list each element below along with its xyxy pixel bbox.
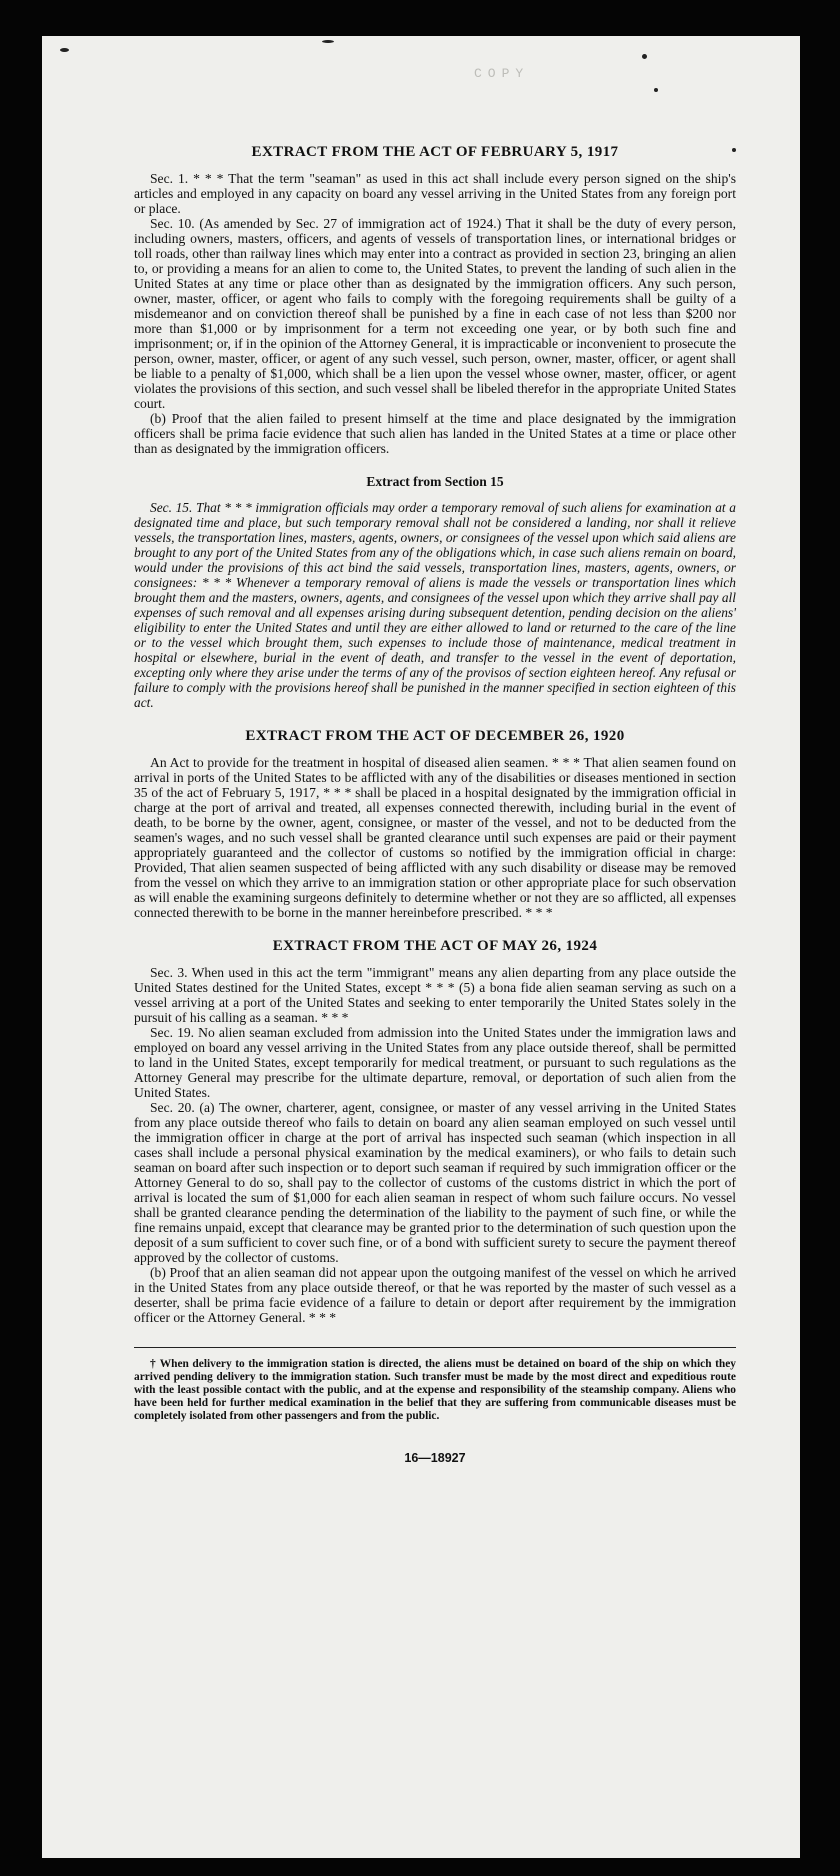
scan-speck bbox=[642, 54, 647, 59]
copy-stamp: COPY bbox=[474, 66, 530, 81]
section-heading: EXTRACT FROM THE ACT OF FEBRUARY 5, 1917 bbox=[251, 144, 619, 160]
paragraph: Sec. 10. (As amended by Sec. 27 of immigration act of 1924.) That it shall be the duty of every person, including owners, masters, officers, and agents of vessels of transportation lines, or international bridges or toll roads, other than railway lines which may enter into a contract as provided in section 23, bringing an alien to, or providing a means for an alien to come to, the United States, to prevent the landing of such alien in the United States at any time or place other than as designated by the immigration officers. Any such person, owner, master, officer, or agent who fails to comply with the foregoing requirements shall be guilty of a misdemeanor and on conviction thereof shall be punished by a fine in each case of not less than $200 nor more than $1,000 or by imprisonment for a term not exceeding one year, or by both such fine and imprisonment; or, if in the opinion of the Attorney General, it is impracticable or inconvenient to prosecute the person, owner, master, officer, or agent of any such vessel, such person, owner, master, officer, or agent shall be liable to a penalty of $1,000, which shall be a lien upon the vessel whose owner, master, officer, or agent violates the provisions of this section, and such vessel shall be libeled therefor in the appropriate United States court. bbox=[134, 216, 736, 411]
paragraph: Sec. 20. (a) The owner, charterer, agent, consignee, or master of any vessel arriving in the United States from any place outside thereof who fails to detain on board any alien seaman employed on such vessel until the immigration officer in charge at the port of arrival has inspected such seaman (which inspection in all cases shall include a personal physical examination by the medical examiners), or who fails to detain such seaman on board after such inspection or to deport such seaman if required by such immigration officer or the Attorney General to do so, shall pay to the collector of customs of the customs district in which the port of arrival is located the sum of $1,000 for each alien seaman in respect of whom such failure occurs. No vessel shall be granted clearance pending the determination of the liability to the payment of such fine, or while the fine remains unpaid, except that clearance may be granted prior to the determination of such question upon the deposit of a sum sufficient to cover such fine, or of a bond with sufficient surety to secure the payment thereof approved by the collector of customs. bbox=[134, 1100, 736, 1265]
paragraph: (b) Proof that an alien seaman did not appear upon the outgoing manifest of the vessel on which he arrived in the United States from any place outside thereof, or that he was reported by the master of such vessel as a deserter, shall be prima facie evidence of a failure to detain or deport after requirement by the immigration officer or the Attorney General. * * * bbox=[134, 1265, 736, 1325]
scan-speck bbox=[732, 148, 736, 152]
section-subheading: Extract from Section 15 bbox=[366, 474, 504, 489]
paragraph: Sec. 1. * * * That the term "seaman" as used in this act shall include every person signed on the ship's articles and employed in any capacity on board any vessel arriving in the United States from any foreign port or place. bbox=[134, 171, 736, 216]
paragraph: An Act to provide for the treatment in hospital of diseased alien seamen. * * * That alien seamen found on arrival in ports of the United States to be afflicted with any of the disabilities or diseases mentioned in section 35 of the act of February 5, 1917, * * * shall be placed in a hospital designated by the immigration official in charge at the port of arrival and treated, all expenses connected therewith, including burial in the event of death, to be borne by the owner, agent, consignee, or master of the vessel, and not to be deducted from the seamen's wages, and no such vessel shall be granted clearance until such expenses are paid or their payment appropriately guaranteed and the collector of customs so notified by the immigration official in charge: Provided, That alien seamen suspected of being afflicted with any such disability or disease may be removed from the vessel on which they arrive to an immigration station or other appropriate place for such observation as will enable the examining surgeons definitely to determine whether or not they are so afflicted, all expenses connected therewith to be borne in the manner hereinbefore prescribed. * * * bbox=[134, 755, 736, 920]
scan-speck bbox=[654, 88, 658, 92]
document-section bbox=[134, 474, 736, 710]
footnote bbox=[134, 1358, 736, 1423]
document-section bbox=[134, 938, 736, 1325]
paragraph: Sec. 19. No alien seaman excluded from admission into the United States under the immigration laws and employed on board any vessel arriving in the United States from any place outside thereof, shall be permitted to land in the United States, except temporarily for medical treatment, or pursuant to such regulations as the Attorney General may prescribe for the ultimate departure, removal, or deportation of such alien from the United States. bbox=[134, 1025, 736, 1100]
paragraph: Sec. 15. That * * * immigration officials may order a temporary removal of such aliens for examination at a designated time and place, but such temporary removal shall not be considered a landing, nor shall it relieve vessels, the transportation lines, masters, agents, owners, or consignees of the vessel upon which said aliens are brought to any port of the United States from any of the obligations which, in case such aliens remain on board, would under the provisions of this act bind the said vessels, transportation lines, masters, agents, owners, or consignees: * * * Whenever a temporary removal of aliens is made the vessels or transportation lines which brought them and the masters, owners, agents, and consignees of the vessel upon which they arrive shall pay all expenses of such removal and all expenses arising during subsequent detention, pending decision on the aliens' eligibility to enter the United States and until they are either allowed to land or returned to the care of the line or to the vessel which brought them, such expenses to include those of maintenance, medical treatment in hospital or elsewhere, burial in the event of death, and transfer to the vessel in the event of deportation, excepting only where they arise under the terms of any of the provisos of section eighteen hereof. Any refusal or failure to comply with the provisions hereof shall be punished in the manner specified in section eighteen of this act. bbox=[134, 500, 736, 710]
document-section bbox=[134, 728, 736, 920]
scan-speck bbox=[322, 40, 334, 43]
document-body bbox=[134, 144, 736, 1325]
paragraph: Sec. 3. When used in this act the term "immigrant" means any alien departing from any place outside the United States destined for the United States, except * * * (5) a bona fide alien seaman serving as such on a vessel arriving at a port of the United States and seeking to enter temporarily the United States solely in the pursuit of his calling as a seaman. * * * bbox=[134, 965, 736, 1025]
paragraph: (b) Proof that the alien failed to present himself at the time and place designated by the immigration officers shall be prima facie evidence that such alien has landed in the United States at a time or place other than as designated by the immigration officers. bbox=[134, 411, 736, 456]
print-code: 16—18927 bbox=[404, 1451, 466, 1465]
footnote-text: † When delivery to the immigration station is directed, the aliens must be detained on board of the ship on which they arrived pending delivery to the immigration station. Such transfer must be made by the most direct and expeditious route with the least possible contact with the public, and at the expense and responsibility of the steamship company. Aliens who have been held for further medical examination in the belief that they are suffering from communicable diseases must be completely isolated from other passengers and from the public. bbox=[134, 1358, 736, 1422]
section-heading: EXTRACT FROM THE ACT OF MAY 26, 1924 bbox=[272, 938, 598, 954]
scan-speck bbox=[60, 48, 69, 52]
document-section bbox=[134, 144, 736, 456]
document-page bbox=[42, 36, 800, 1858]
section-heading: EXTRACT FROM THE ACT OF DECEMBER 26, 1920 bbox=[245, 728, 625, 744]
footnote-rule bbox=[134, 1347, 736, 1348]
